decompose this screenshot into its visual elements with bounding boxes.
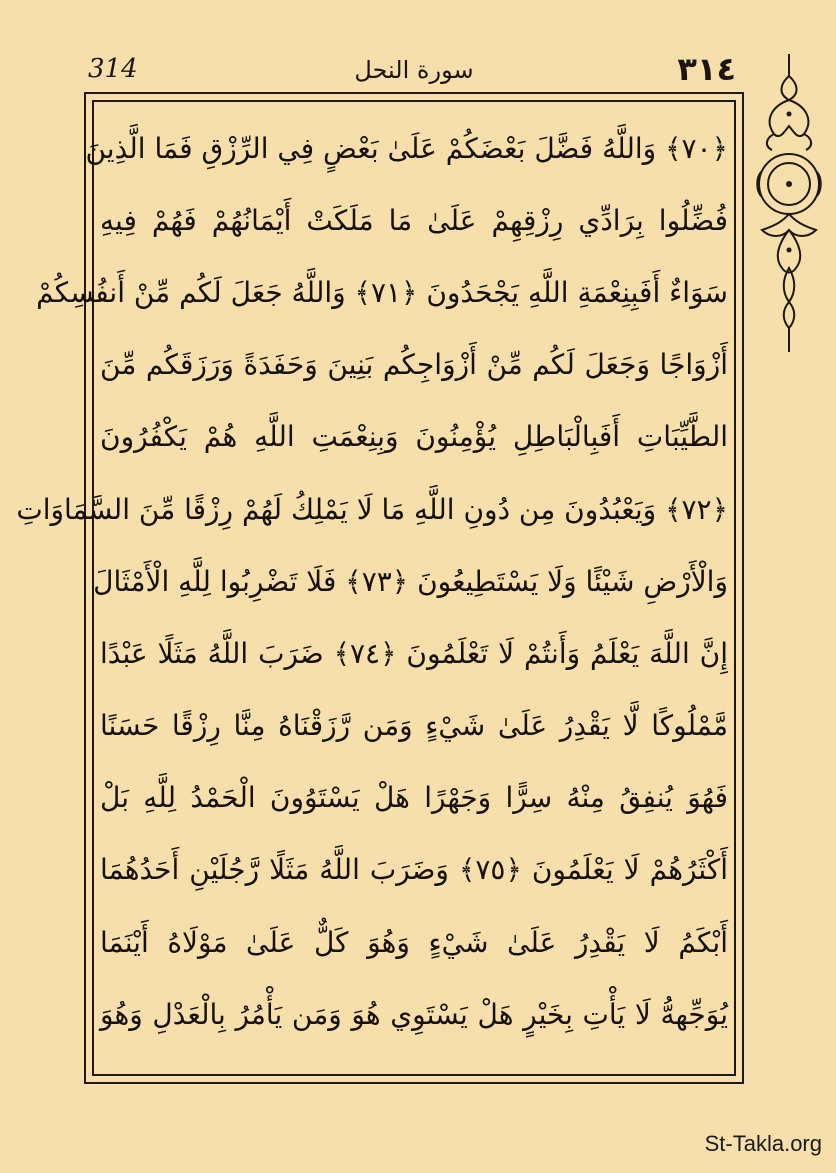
- text-line-content: ﴿٧٢﴾ وَيَعْبُدُونَ مِن دُونِ اللَّهِ مَا لَا يَمْلِكُ لَهُمْ رِزْقًا مِّنَ السَّمَاوَاتِ: [16, 492, 728, 526]
- text-line: [100, 184, 728, 256]
- text-line-content: أَزْوَاجًا وَجَعَلَ لَكُم مِّنْ أَزْوَاجِكُم بَنِينَ وَحَفَدَةً وَرَزَقَكُم مِّنَ: [100, 348, 728, 382]
- text-line-content: ﴿٧٠﴾ وَاللَّهُ فَضَّلَ بَعْضَكُمْ عَلَىٰ بَعْضٍ فِي الرِّزْقِ فَمَا الَّذِينَ: [85, 131, 728, 165]
- text-line-content: يُوَجِّههُّ لَا يَأْتِ بِخَيْرٍ هَلْ يَسْتَوِي هُوَ وَمَن يَأْمُرُ بِالْعَدْلِ وَهُوَ: [100, 997, 728, 1031]
- text-line-content: سَوَاءٌ أَفَبِنِعْمَةِ اللَّهِ يَجْحَدُونَ ﴿٧١﴾ وَاللَّهُ جَعَلَ لَكُم مِّنْ أَنفُسِكُمْ: [36, 275, 728, 309]
- page-number-latin: 314: [88, 54, 138, 84]
- text-line-content: أَبْكَمُ لَا يَقْدِرُ عَلَىٰ شَيْءٍ وَهُوَ كَلٌّ عَلَىٰ مَوْلَاهُ أَيْنَمَا: [100, 925, 728, 959]
- text-line: [85, 112, 728, 184]
- text-line: [93, 545, 728, 617]
- watermark: St-Takla.org: [704, 1131, 822, 1156]
- text-line-content: مَّمْلُوكًا لَّا يَقْدِرُ عَلَىٰ شَيْءٍ وَمَن رَّزَقْنَاهُ مِنَّا رِزْقًا حَسَنًا: [100, 709, 728, 743]
- page-header: [84, 52, 744, 92]
- text-line: [100, 690, 728, 762]
- text-line-content: إِنَّ اللَّهَ يَعْلَمُ وَأَنتُمْ لَا تَعْلَمُونَ ﴿٧٤﴾ ضَرَبَ اللَّهُ مَثَلًا عَبْدًا: [100, 636, 728, 670]
- text-line-content: وَالْأَرْضِ شَيْئًا وَلَا يَسْتَطِيعُونَ ﴿٧٣﴾ فَلَا تَضْرِبُوا لِلَّهِ الْأَمْثَالَ: [93, 564, 728, 598]
- text-line: [100, 401, 728, 473]
- text-line: [100, 617, 728, 689]
- text-line: [100, 978, 728, 1050]
- text-line: [100, 329, 728, 401]
- text-line-content: فَهُوَ يُنفِقُ مِنْهُ سِرًّا وَجَهْرًا هَلْ يَسْتَوُونَ الْحَمْدُ لِلَّهِ بَلْ: [100, 781, 728, 815]
- text-line-content: الطَّيِّبَاتِ أَفَبِالْبَاطِلِ يُؤْمِنُونَ وَبِنِعْمَتِ اللَّهِ هُمْ يَكْفُرُونَ: [100, 420, 728, 454]
- text-line: [100, 906, 728, 978]
- text-line: [100, 762, 728, 834]
- quran-text-block: [16, 112, 728, 1050]
- text-line: [16, 473, 728, 545]
- page-number-arabic: ٣١٤: [677, 50, 736, 88]
- surah-title: سورة النحل: [354, 56, 474, 84]
- text-line-content: أَكْثَرُهُمْ لَا يَعْلَمُونَ ﴿٧٥﴾ وَضَرَبَ اللَّهُ مَثَلًا رَّجُلَيْنِ أَحَدُهُمَا: [100, 853, 728, 887]
- floral-border-ornament-icon: [752, 54, 826, 354]
- text-line: [36, 256, 728, 328]
- text-line-content: فُضِّلُوا بِرَادِّي رِزْقِهِمْ عَلَىٰ مَا مَلَكَتْ أَيْمَانُهُمْ فَهُمْ فِيهِ: [100, 203, 728, 237]
- text-line: [100, 834, 728, 906]
